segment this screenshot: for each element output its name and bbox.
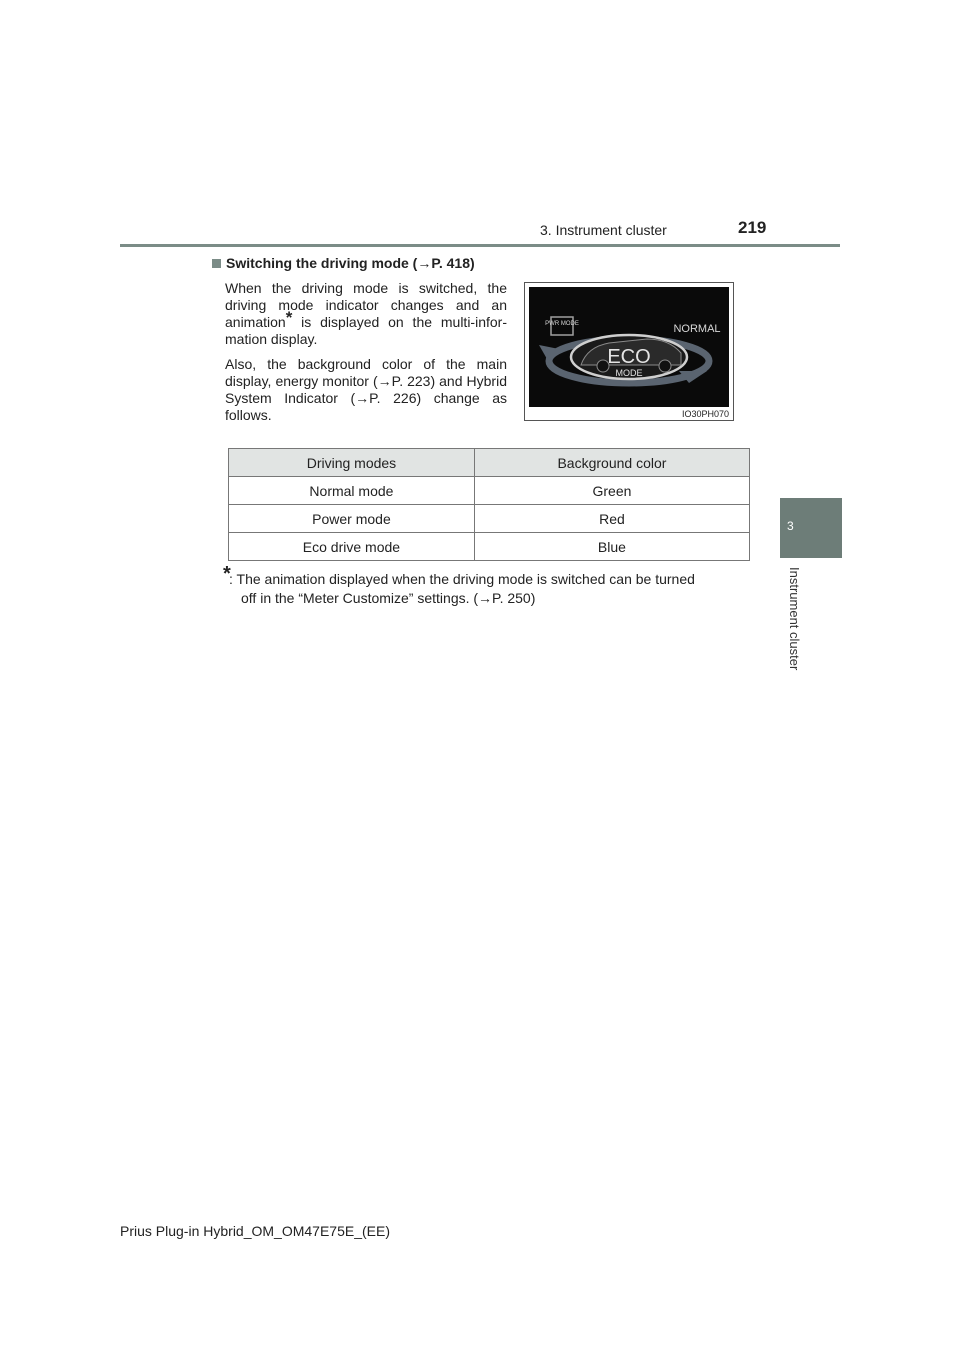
page-number: 219 (738, 218, 767, 237)
footnote-line-2: off in the “Meter Customize” settings. (→P. 250) (241, 590, 536, 606)
mode-label: MODE (615, 368, 643, 378)
paragraph-2: Also, the background color of the main display, energy monitor (→P. 223) and Hybrid System Indicator (→P. 226) change as follows. (225, 356, 507, 423)
table-row (229, 533, 750, 561)
footnote-line-1: : The animation displayed when the driving mode is switched can be turned (229, 571, 695, 587)
chapter-tab-label: Instrument cluster (787, 567, 802, 671)
page-footer: Prius Plug-in Hybrid_OM_OM47E75E_(EE) (120, 1223, 390, 1239)
table-cell: Red (474, 505, 749, 533)
pwr-label: PWR MODE (545, 321, 579, 327)
header-rule (120, 244, 840, 247)
table-header-row (229, 449, 750, 477)
table-header-cell: Background color (474, 449, 749, 477)
table-row (229, 505, 750, 533)
paragraph-1-text-a: When the driving mode is switched, the driving mode indicator changes and an animation (225, 280, 507, 330)
paragraph-1-star: * (285, 308, 293, 328)
table-cell: Eco drive mode (229, 533, 475, 561)
section-title: 3. Instrument cluster (540, 222, 667, 238)
chapter-tab-number: 3 (787, 519, 794, 533)
figure-display (529, 287, 729, 407)
eco-label: ECO (607, 346, 651, 368)
table-row (229, 477, 750, 505)
paragraph-1 (225, 280, 507, 348)
mode-color-table (228, 448, 750, 561)
table-cell: Blue (474, 533, 749, 561)
figure-code: IO30PH070 (681, 409, 729, 419)
heading-square-icon (212, 259, 221, 268)
footnote-marker: * (223, 563, 231, 585)
normal-label: NORMAL (673, 323, 721, 335)
table-cell: Normal mode (229, 477, 475, 505)
paragraph-1-text-b: is displayed on the multi-infor-mation display. (225, 314, 507, 347)
table-cell: Green (474, 477, 749, 505)
footnote (229, 570, 745, 608)
section-heading (212, 255, 475, 271)
section-heading-text: Switching the driving mode (→P. 418) (226, 255, 475, 271)
table-cell: Power mode (229, 505, 475, 533)
eco-mode-illustration (529, 287, 729, 407)
driving-mode-figure (524, 282, 734, 421)
table-header-cell: Driving modes (229, 449, 475, 477)
